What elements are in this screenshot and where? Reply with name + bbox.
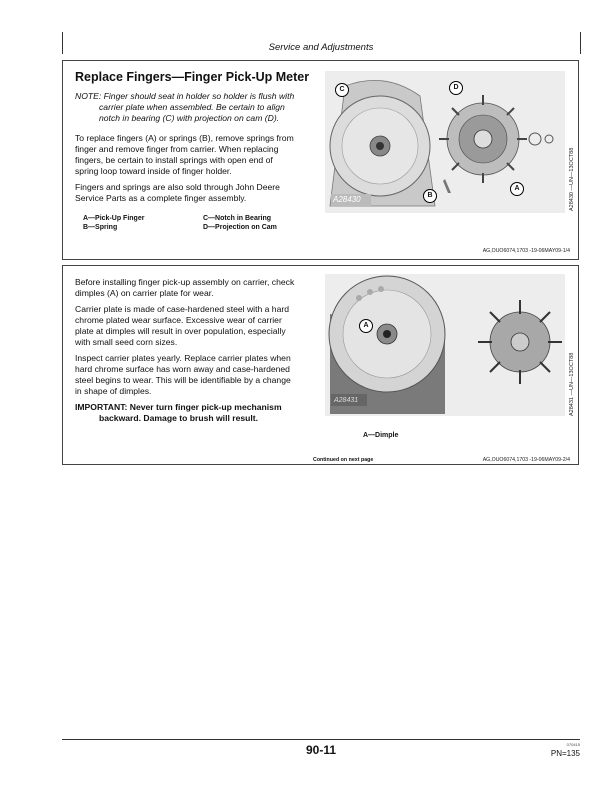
paragraph-line: hard chrome surface has worn away and case-hardened (75, 364, 290, 374)
legend-item-b: B—Spring (83, 224, 118, 231)
section-ref-code: AG,OUO6074,1703 -19-06MAY09-2/4 (482, 457, 570, 463)
pn-number: PN=135 (550, 749, 580, 758)
paragraph-line: with small seed corn sizes. (75, 337, 178, 347)
paragraph-line: in shape of dimples. (75, 386, 152, 396)
note-line: carrier plate when assembled. Be certain to align (99, 102, 285, 112)
page-number: 90-11 (305, 743, 337, 757)
footer-rule (62, 739, 580, 740)
legend-item-a: A—Dimple (363, 432, 399, 439)
paragraph-line: Carrier plate is made of case-hardened steel with a hard (75, 304, 290, 314)
figure-image-id: A28431 (334, 397, 359, 404)
running-header: Service and Adjustments (268, 42, 374, 53)
important-line: backward. Damage to brush will result. (99, 413, 259, 423)
paragraph-line: finger and remove finger from carrier. When replacing (75, 144, 279, 154)
paragraph-line: plate at dimples will result in over population, especially (75, 326, 286, 336)
paragraph-line: chrome plated wear surface. Excessive wear of carrier (75, 315, 282, 325)
legend-item-a: A—Pick-Up Finger (83, 215, 145, 222)
section-ref-code: AG,OUO6074,1703 -19-06MAY09-1/4 (482, 248, 570, 254)
paragraph-line: Service Parts as a complete finger assembly. (75, 193, 247, 203)
callout-b: B (423, 189, 437, 203)
footer-code: 070415 (566, 742, 580, 747)
legend-item-c: C—Notch in Bearing (203, 215, 272, 222)
section-carrier-plate (62, 265, 579, 465)
section-title: Replace Fingers—Finger Pick-Up Meter (75, 70, 310, 84)
note-line: notch in bearing (C) with projection on cam (D). (99, 113, 280, 123)
paragraph-line: Before installing finger pick-up assembly on carrier, check (75, 277, 295, 287)
paragraph-line: spring loop toward inside of finger holder. (75, 166, 232, 176)
finger-pickup-figure (325, 71, 565, 213)
callout-c: C (335, 83, 349, 97)
legend-item-d: D—Projection on Cam (203, 224, 277, 231)
figure-side-id: A28431 —UN—13OCT88 (569, 352, 575, 416)
note-line: NOTE: Finger should seat in holder so holder is flush with (75, 91, 295, 101)
figure-side-id: A28430 —UN—13OCT88 (569, 147, 575, 211)
figure-image-id: A28430 (333, 195, 361, 204)
carrier-plate-figure (325, 274, 565, 416)
paragraph-line: Inspect carrier plates yearly. Replace carrier plates when (75, 353, 291, 363)
header-rule-right (580, 32, 581, 54)
callout-d: D (449, 81, 463, 95)
important-line: IMPORTANT: Never turn finger pick-up mechanism (75, 402, 282, 412)
paragraph-line: Fingers and springs are also sold through John Deere (75, 182, 280, 192)
callout-a: A (510, 182, 524, 196)
section-replace-fingers (62, 60, 579, 260)
paragraph-line: dimples (A) on carrier plate for wear. (75, 288, 214, 298)
callout-a: A (359, 319, 373, 333)
paragraph-line: steel begins to wear. This will be identifiable by a change (75, 375, 291, 385)
paragraph-line: To replace fingers (A) or springs (B), remove springs from (75, 133, 294, 143)
paragraph-line: fingers, be certain to install springs with open end of (75, 155, 273, 165)
continued-note: Continued on next page (313, 457, 374, 463)
